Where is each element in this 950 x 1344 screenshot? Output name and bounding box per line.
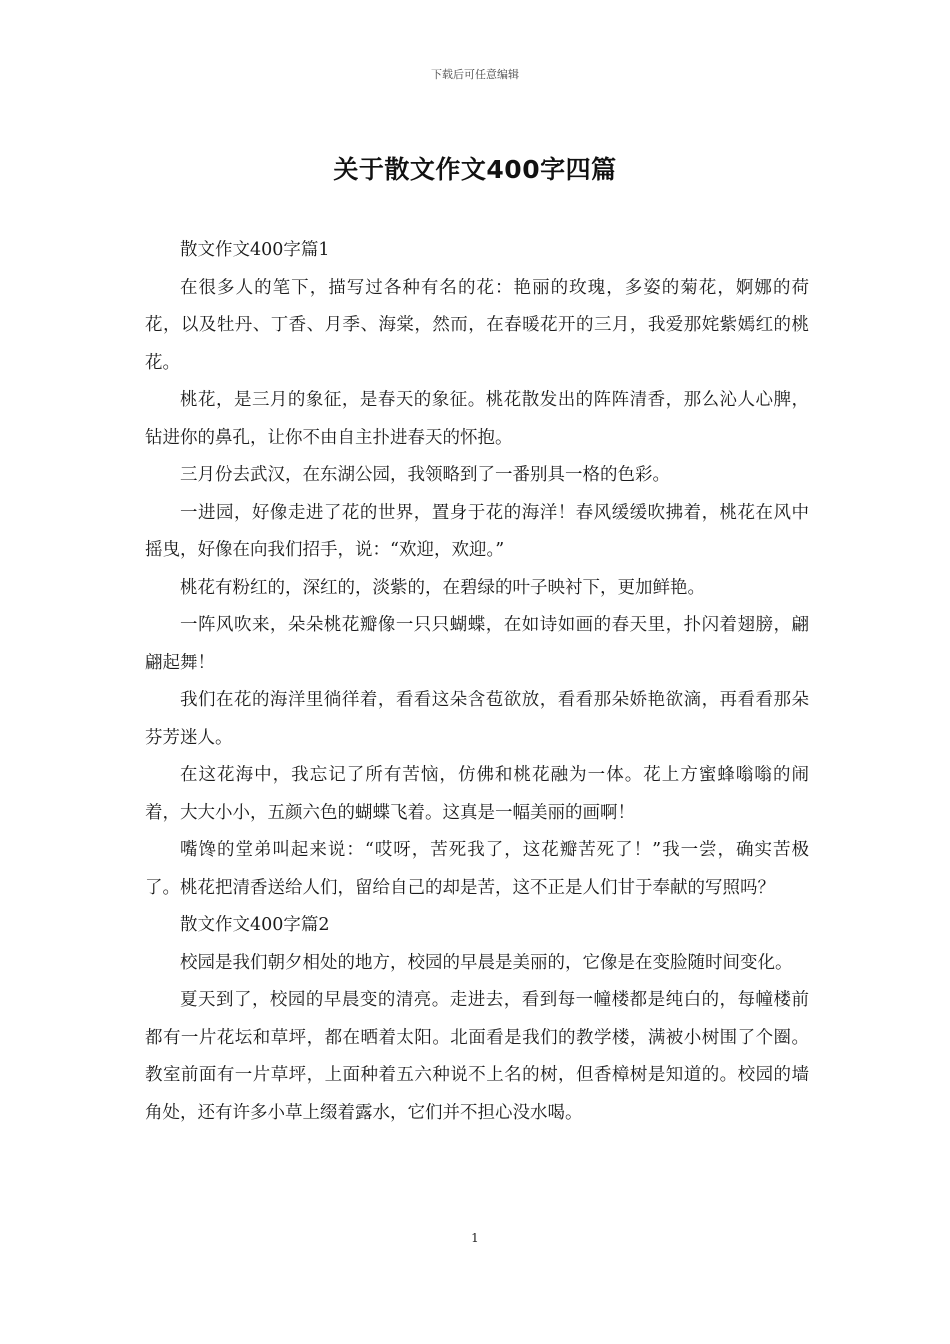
paragraph: 我们在花的海洋里徜徉着，看看这朵含苞欲放，看看那朵娇艳欲滴，再看看那朵芬芳迷人。 bbox=[145, 690, 809, 748]
document-body bbox=[145, 232, 809, 1132]
section-heading: 散文作文400字篇2 bbox=[180, 915, 330, 935]
page-header-note: 下载后可任意编辑 bbox=[431, 68, 519, 81]
paragraph: 在这花海中，我忘记了所有苦恼，仿佛和桃花融为一体。花上方蜜蜂嗡嗡的闹着，大大小小，五颜六色的蝴蝶飞着。这真是一幅美丽的画啊！ bbox=[145, 765, 809, 823]
section-heading: 散文作文400字篇1 bbox=[180, 240, 330, 260]
paragraph: 嘴馋的堂弟叫起来说：“哎呀，苦死我了，这花瓣苦死了！”我一尝，确实苦极了。桃花把清香送给人们，留给自己的却是苦，这不正是人们甘于奉献的写照吗？ bbox=[145, 840, 809, 898]
paragraph: 一进园，好像走进了花的世界，置身于花的海洋！春风缓缓吹拂着，桃花在风中摇曳，好像在向我们招手，说：“欢迎，欢迎。” bbox=[145, 502, 809, 560]
paragraph: 桃花，是三月的象征，是春天的象征。桃花散发出的阵阵清香，那么沁人心脾，钻进你的鼻孔，让你不由自主扑进春天的怀抱。 bbox=[145, 390, 809, 448]
paragraph: 三月份去武汉，在东湖公园，我领略到了一番别具一格的色彩。 bbox=[180, 465, 670, 485]
paragraph: 桃花有粉红的，深红的，淡紫的，在碧绿的叶子映衬下，更加鲜艳。 bbox=[180, 577, 705, 598]
document-title: 关于散文作文400字四篇 bbox=[333, 155, 617, 184]
page-number: 1 bbox=[471, 1231, 479, 1245]
paragraph: 校园是我们朝夕相处的地方，校园的早晨是美丽的，它像是在变脸随时间变化。 bbox=[180, 952, 793, 973]
paragraph: 夏天到了，校园的早晨变的清亮。走进去，看到每一幢楼都是纯白的，每幢楼前都有一片花坛和草坪，都在晒着太阳。北面看是我们的教学楼，满被小树围了个圈。教室前面有一片草坪，上面种着五六种说不上名的树，但香樟树是知道的。校园的墙角处，还有许多小草上缀着露水，它们并不担心没水喝。 bbox=[145, 990, 809, 1123]
paragraph: 在很多人的笔下，描写过各种有名的花：艳丽的玫瑰，多姿的菊花，婀娜的荷花，以及牡丹、丁香、月季、海棠，然而，在春暖花开的三月，我爱那姹紫嫣红的桃花。 bbox=[145, 277, 809, 373]
paragraph: 一阵风吹来，朵朵桃花瓣像一只只蝴蝶，在如诗如画的春天里，扑闪着翅膀，翩翩起舞！ bbox=[145, 615, 809, 673]
